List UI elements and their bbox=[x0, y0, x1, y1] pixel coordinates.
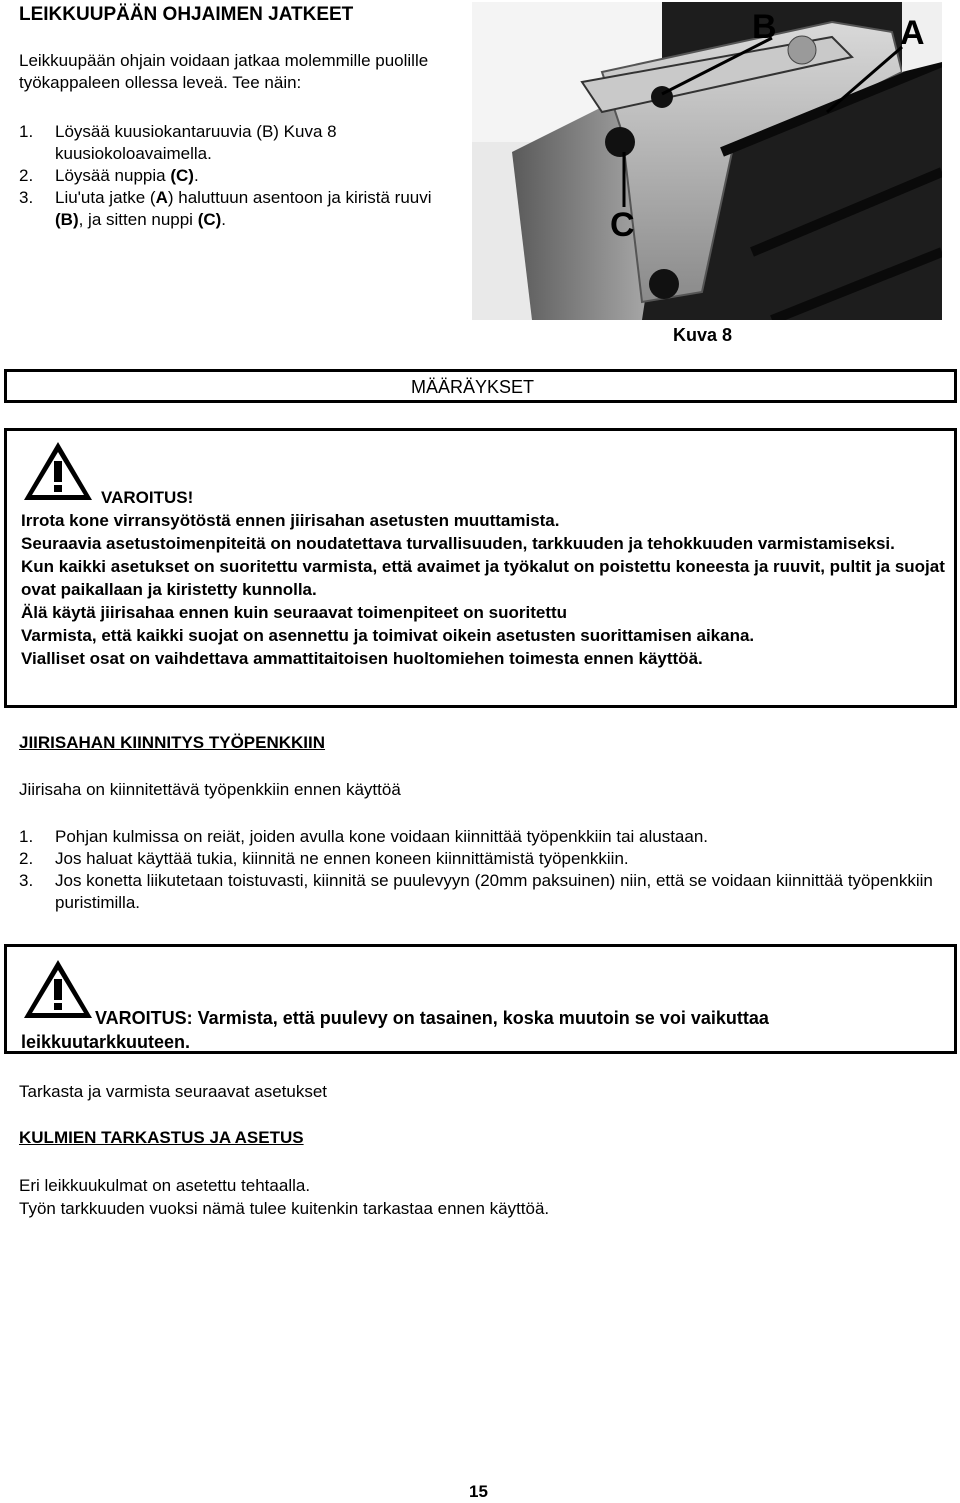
warning-board-text: VAROITUS: Varmista, että puulevy on tasainen, koska muutoin se voi vaikuttaa leikkuutarkkuuteen. bbox=[21, 1008, 769, 1052]
warning-lines bbox=[21, 509, 946, 670]
warning-triangle-icon bbox=[21, 439, 95, 508]
warning-title: VAROITUS! bbox=[101, 488, 194, 507]
step-text: Pohjan kulmissa on reiät, joiden avulla kone voidaan kiinnittää työpenkkiin tai alustaan. bbox=[55, 827, 709, 846]
guide-extensions-steps bbox=[19, 121, 449, 231]
mounting-step bbox=[19, 848, 939, 870]
warning-line: Varmista, että kaikki suojat on asennettu ja toimivat oikein asetusten suorittamisen aikana. bbox=[21, 626, 755, 645]
step-number: 2. bbox=[19, 849, 34, 868]
warning-line: Älä käytä jiirisahaa ennen kuin seuraavat toimenpiteet on suoritettu bbox=[21, 603, 568, 622]
step-item bbox=[19, 165, 449, 187]
figure-label-b: B bbox=[752, 8, 777, 46]
step-text: Löysää nuppia bbox=[55, 166, 171, 185]
warning-line: Vialliset osat on vaihdettava ammattitaitoisen huoltomiehen toimesta ennen käyttöä. bbox=[21, 649, 703, 668]
step-text: Jos konetta liikutetaan toistuvasti, kiinnitä se puulevyyn (20mm paksuinen) niin, että se voidaan kiinnittää työpenkkiin puristimilla. bbox=[55, 871, 933, 912]
step-number: 2. bbox=[19, 166, 34, 185]
angles-line-2: Työn tarkkuuden vuoksi nämä tulee kuitenkin tarkastaa ennen käyttöä. bbox=[19, 1199, 550, 1218]
step-number: 1. bbox=[19, 827, 34, 846]
step-text: . bbox=[193, 166, 199, 185]
figure-8-caption: Kuva 8 bbox=[673, 325, 733, 345]
step-text: ) haluttuun asentoon ja kiristä ruuvi bbox=[167, 188, 432, 207]
step-item bbox=[19, 187, 449, 231]
page-number: 15 bbox=[469, 1482, 488, 1501]
section-heading-guide-extensions: LEIKKUUPÄÄN OHJAIMEN JATKEET bbox=[19, 4, 354, 25]
step-item bbox=[19, 121, 449, 165]
mounting-step bbox=[19, 826, 939, 848]
step-text: . bbox=[221, 210, 227, 229]
warning-line: Seuraavia asetustoimenpiteitä on noudatettava turvallisuuden, tarkkuuden ja tehokkuuden varmistamiseksi. bbox=[21, 534, 895, 553]
step-text: Löysää kuusiokantaruuvia (B) Kuva 8 kuusiokoloavaimella. bbox=[55, 122, 337, 163]
saw-guide-illustration bbox=[472, 2, 942, 320]
section-heading-mounting: JIIRISAHAN KIINNITYS TYÖPENKKIIN bbox=[19, 733, 326, 752]
warning-box-board bbox=[4, 944, 957, 1054]
section-heading-angles: KULMIEN TARKASTUS JA ASETUS bbox=[19, 1128, 304, 1147]
warning-line: Kun kaikki asetukset on suoritettu varmista, että avaimet ja työkalut on poistettu koneesta ja ruuvit, pultit ja suojat ovat paikallaan ja kiristetty kunnolla. bbox=[21, 557, 945, 599]
figure-label-c: C bbox=[610, 206, 635, 244]
step-text: Liu'uta jatke ( bbox=[55, 188, 156, 207]
step-number: 1. bbox=[19, 122, 34, 141]
step-text: (C) bbox=[170, 166, 194, 185]
check-intro: Tarkasta ja varmista seuraavat asetukset bbox=[19, 1082, 328, 1101]
guide-extensions-intro: Leikkuupään ohjain voidaan jatkaa molemmille puolille työkappaleen ollessa leveä. Tee näin: bbox=[19, 51, 429, 92]
regulations-banner bbox=[4, 369, 957, 403]
step-text: (B) bbox=[55, 210, 79, 229]
warning-line: Irrota kone virransyötöstä ennen jiirisahan asetusten muuttamista. bbox=[21, 511, 560, 530]
step-number: 3. bbox=[19, 188, 34, 207]
step-number: 3. bbox=[19, 871, 34, 890]
figure-8-photo bbox=[472, 2, 942, 320]
angles-line-1: Eri leikkuukulmat on asetettu tehtaalla. bbox=[19, 1176, 311, 1195]
mounting-steps bbox=[19, 826, 939, 914]
figure-label-a: A bbox=[900, 14, 925, 52]
regulations-banner-title: MÄÄRÄYKSET bbox=[411, 377, 535, 397]
step-text: Jos haluat käyttää tukia, kiinnitä ne ennen koneen kiinnittämistä työpenkkiin. bbox=[55, 849, 629, 868]
step-text: A bbox=[155, 188, 168, 207]
step-text: , ja sitten nuppi bbox=[78, 210, 198, 229]
step-text: (C) bbox=[197, 210, 222, 229]
warning-box bbox=[4, 428, 957, 708]
mounting-step bbox=[19, 870, 939, 914]
mounting-intro: Jiirisaha on kiinnitettävä työpenkkiin ennen käyttöä bbox=[19, 780, 401, 799]
